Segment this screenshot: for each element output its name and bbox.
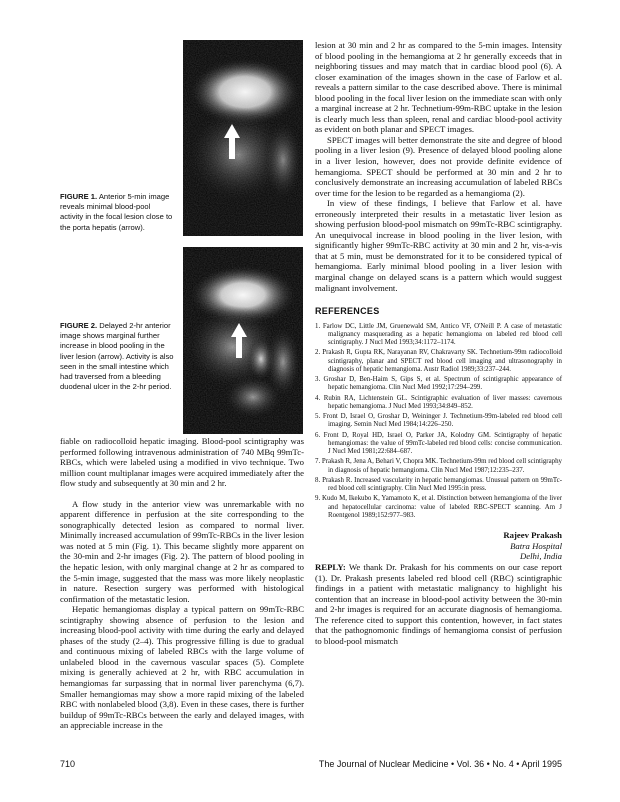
- left-paragraph-3: Hepatic hemangiomas display a typical pattern on 99mTc-RBC scintigraphy showing absence of perfusion to the lesion and increasing blood-pool activity with time during the early and delayed phases of the study (2–4). This progressive filling is due to gradual and continuous mixing of labeled RBCs with the large volume of unlabeled blood in the cavernous vascular spaces (5). Complete mixing is generally achieved at 2 hr, with RBC accumulation in hemangiomas far surpassing that in normal liver parenchyma (6,7). Smaller hemangiomas may show a more rapid mixing of the labeled RBC with nonlabeled blood (3,8). Even in these cases, there is further buildup of 99mTc-RBCs between the early and delayed images, with an appreciable increase in the: [60, 604, 304, 731]
- figure-2-caption-label: FIGURE 2.: [60, 321, 98, 330]
- figure-2-scintigram: [183, 247, 303, 434]
- left-paragraph-2: A flow study in the anterior view was unremarkable with no apparent difference in perfusion at the site corresponding to the sonographically detected lesion as compared to normal liver. Minimally increased accumulation of 99mTc-RBCs in the liver lesion was noted at 5 min (Fig. 1). This became slightly more apparent on the 30-min and 2-hr images (Fig. 2). The pattern of blood pooling in the hepatic lesion, with only marginal change at 2 hr as compared to the 5-min image, suggested that the mass was more likely neoplastic in nature. Resection surgery was performed with histological confirmation of the metastatic lesion.: [60, 498, 304, 604]
- reference-item: 7. Prakash R, Jena A, Behari V, Chopra MK. Technetium-99m red blood cell scintigraphy in diagnosis of hepatic hemangioma. Clin Nucl Med 1987;12:235–237.: [315, 458, 562, 474]
- figure-2-caption-text: Delayed 2-hr anterior image shows marginal further increase in blood pooling in the liver lesion (arrow). Activity is also seen in the small intestine which had traversed from a bleeding duodenal ulcer in the 2-hr period.: [60, 321, 174, 392]
- reference-item: 6. Front D, Royal HD, Israel O, Parker JA, Kolodny GM. Scintigraphy of hepatic hemangiomas: the value of 99mTc-labeled red blood cells: concise communication. J Nucl Med 1981;22:684–687.: [315, 431, 562, 456]
- figure-2-caption: [60, 321, 174, 392]
- left-column-text: [60, 436, 304, 731]
- figure-1-caption-label: FIGURE 1.: [60, 192, 98, 201]
- references-heading: REFERENCES: [315, 306, 380, 317]
- figure-1-image: [183, 40, 303, 236]
- reference-item: 9. Kudo M, Ikekubo K, Yamamoto K, et al. Distinction between hemangioma of the liver and hepatocellular carcinoma: value of labeled RBC-SPECT scanning. Am J Roentgenol 1989;152:977–983.: [315, 495, 562, 519]
- page-number: 710: [60, 759, 76, 769]
- figure-1-scintigram: [183, 40, 303, 236]
- author-block: [315, 530, 562, 562]
- right-paragraph-2: SPECT images will better demonstrate the site and degree of blood pooling in a liver lesion (9). Presence of delayed blood pooling alone in a liver lesion, however, does not provide definite evidence of hemangioma. SPECT should be performed at 30 min and 2 hr to conclusively demonstrate an increasing accumulation of labeled RBCs over time for the lesion to be regarded as a hemangioma (2).: [315, 134, 562, 198]
- reference-item: 2. Prakash R, Gupta RK, Narayanan RV, Chakravarty SK. Technetium-99m radiocolloid scintigraphy, planar and SPECT red blood cell imaging and ultrasonography in diagnosis of hepatic hemangioma. Austr Radiol 1989;33:237–244.: [315, 349, 562, 373]
- reply-paragraph: [315, 562, 562, 646]
- author-affiliation-2: Delhi, India: [520, 551, 562, 562]
- right-column-text: [315, 40, 562, 646]
- reference-item: 4. Rubin RA, Lichtenstein GL. Scintigraphic evaluation of liver masses: cavernous hepatic hemangioma. J Nucl Med 1993;34:849–852.: [315, 394, 562, 410]
- right-paragraph-1: lesion at 30 min and 2 hr as compared to the 5-min images. Intensity of blood pooling in the hemangioma at 2 hr generally exceeds that in neighboring tissues and may match that in cardiac blood pool (6). A closer examination of the images shown in the case of Farlow et al. reveals a pattern similar to the case described above. There is minimal blood pooling in the focal liver lesion on the immediate scan with only a marginal increase at 2 hr. Technetium-99m-RBC uptake in the lesion is clearly much less than spleen, renal and cardiac blood-pool activity as evident on both planar and SPECT images.: [315, 40, 562, 135]
- figure-1-caption-text: Anterior 5-min image reveals minimal blood-pool activity in the focal lesion close to the porta hepatis (arrow).: [60, 192, 173, 232]
- figure-2-image-label: Delayed 2-hr anterior scintigram: [188, 251, 202, 252]
- right-paragraph-3: In view of these findings, I believe that Farlow et al. have erroneously interpreted their results in a metastatic liver lesion as showing perfusion blood-pool mismatch on 99mTc-RBC scintigraphy. An unequivocal increase in blood pooling in the liver lesion, with significantly higher 99mTc-RBC activity at 30 min and 2 hr, vis-a-vis that at 5 min, must be demonstrated for it to be considered typical of hemangioma. Early minimal blood pooling in a liver lesion with marginal change on delayed scans is a pattern which would suggest malignant involvement.: [315, 198, 562, 293]
- reference-item: 8. Prakash R. Increased vascularity in hepatic hemangiomas. Unusual pattern on 99mTc-red blood cell scintigraphy. Clin Nucl Med 1995:in press.: [315, 476, 562, 493]
- reply-label: REPLY:: [315, 561, 346, 572]
- reference-item: 1. Farlow DC, Little JM, Gruenewald SM, Antico VF, O'Neill P. A case of metastatic malignancy masquerading as a hepatic hemangioma on labeled red blood cell scintigraphy. J Nucl Med 1993;34:1172–1174.: [315, 322, 562, 347]
- figure-1-image-label: Anterior 5-min scintigram: [188, 44, 199, 45]
- journal-footer: The Journal of Nuclear Medicine • Vol. 36 • No. 4 • April 1995: [318, 759, 562, 769]
- reference-item: 5. Front D, Israel O, Groshar D, Weininger J. Technetium-99m-labeled red blood cell imaging. Semin Nucl Med 1984;14:226–250.: [315, 413, 562, 429]
- figure-1-caption: [60, 192, 174, 233]
- author-affiliation-1: Batra Hospital: [510, 540, 562, 551]
- reference-item: 3. Groshar D, Ben-Haim S, Gips S, et al. Spectrum of scintigraphic appearance of hepatic hemangioma. Clin Nucl Med 1992;17:294–299.: [315, 376, 562, 392]
- author-name: Rajeev Prakash: [503, 530, 562, 541]
- left-paragraph-1: fiable on radiocolloid hepatic imaging. Blood-pool scintigraphy was performed following intravenous administration of 740 MBq 99mTc-RBCs, which were labeled using a modified in vivo technique. Two million count multiplanar images were acquired immediately after the flow study and subsequently at 30 min and 2 hr.: [60, 436, 304, 489]
- references-list: [315, 323, 562, 521]
- reply-text: We thank Dr. Prakash for his comments on our case report (1). Dr. Prakash presents labeled red blood cell (RBC) scintigraphic findings in a patient with metastatic malignancy to highlight his contention that an increase in blood-pool activity between the 30-min and 2-hr images is required for an accurate diagnosis of hemangioma. The reference cited to support this contention, however, in fact states that the pathognomonic findings of hemangioma consist of perfusion to blood-pool mismatch: [315, 561, 563, 646]
- figure-2-image: [183, 247, 303, 434]
